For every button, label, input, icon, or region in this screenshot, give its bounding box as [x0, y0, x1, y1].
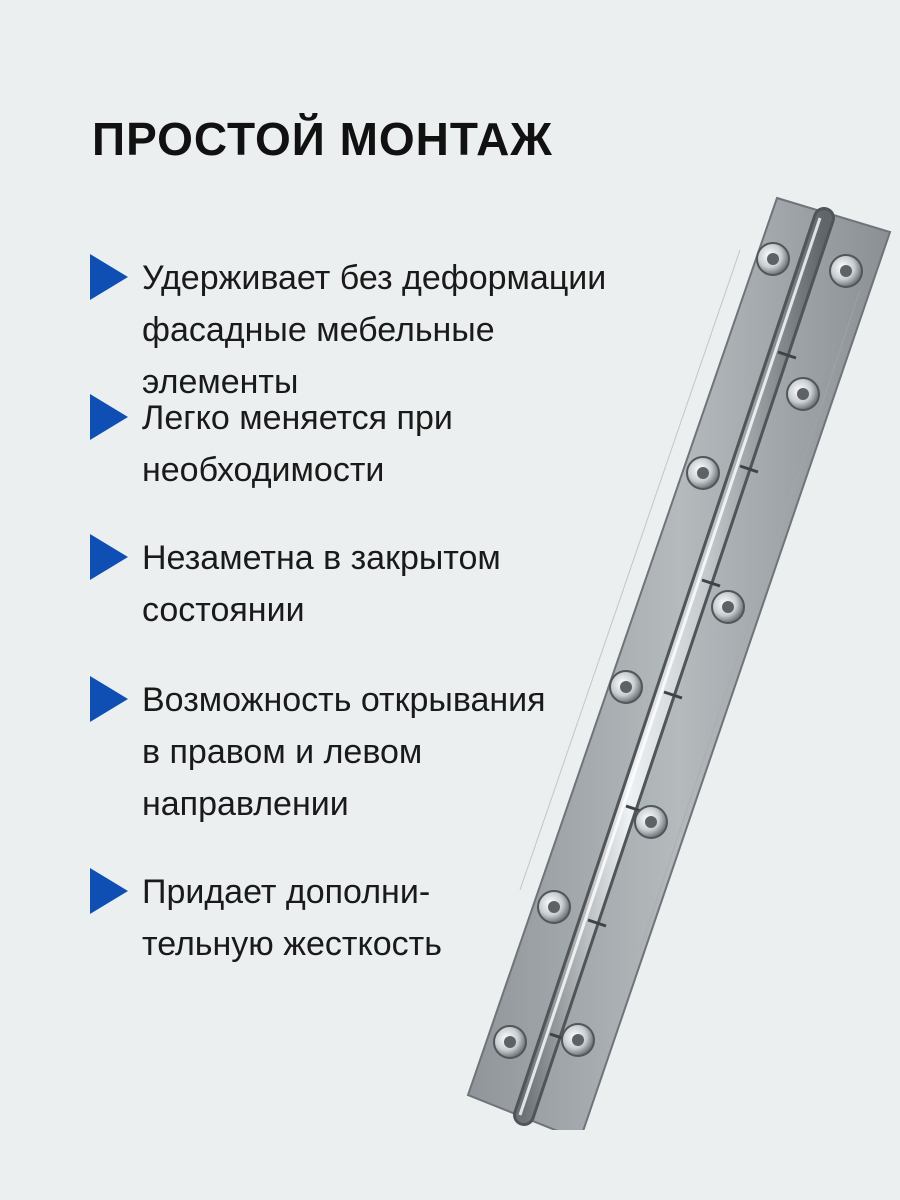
triangle-right-icon — [90, 676, 128, 722]
feature-text: Незаметна в закрытом состоянии — [142, 539, 501, 629]
triangle-right-icon — [90, 534, 128, 580]
feature-text: Возможность открывания в правом и левом направлении — [142, 681, 546, 823]
triangle-right-icon — [90, 254, 128, 300]
feature-text: Удерживает без деформации фасадные мебельные элементы — [142, 259, 607, 401]
triangle-right-icon — [90, 394, 128, 440]
piano-hinge-image — [440, 190, 900, 1130]
feature-text: Придает дополни- тельную жесткость — [142, 873, 442, 963]
triangle-right-icon — [90, 868, 128, 914]
feature-text: Легко меняется при необходимости — [142, 399, 453, 489]
page-title: ПРОСТОЙ МОНТАЖ — [92, 113, 553, 165]
